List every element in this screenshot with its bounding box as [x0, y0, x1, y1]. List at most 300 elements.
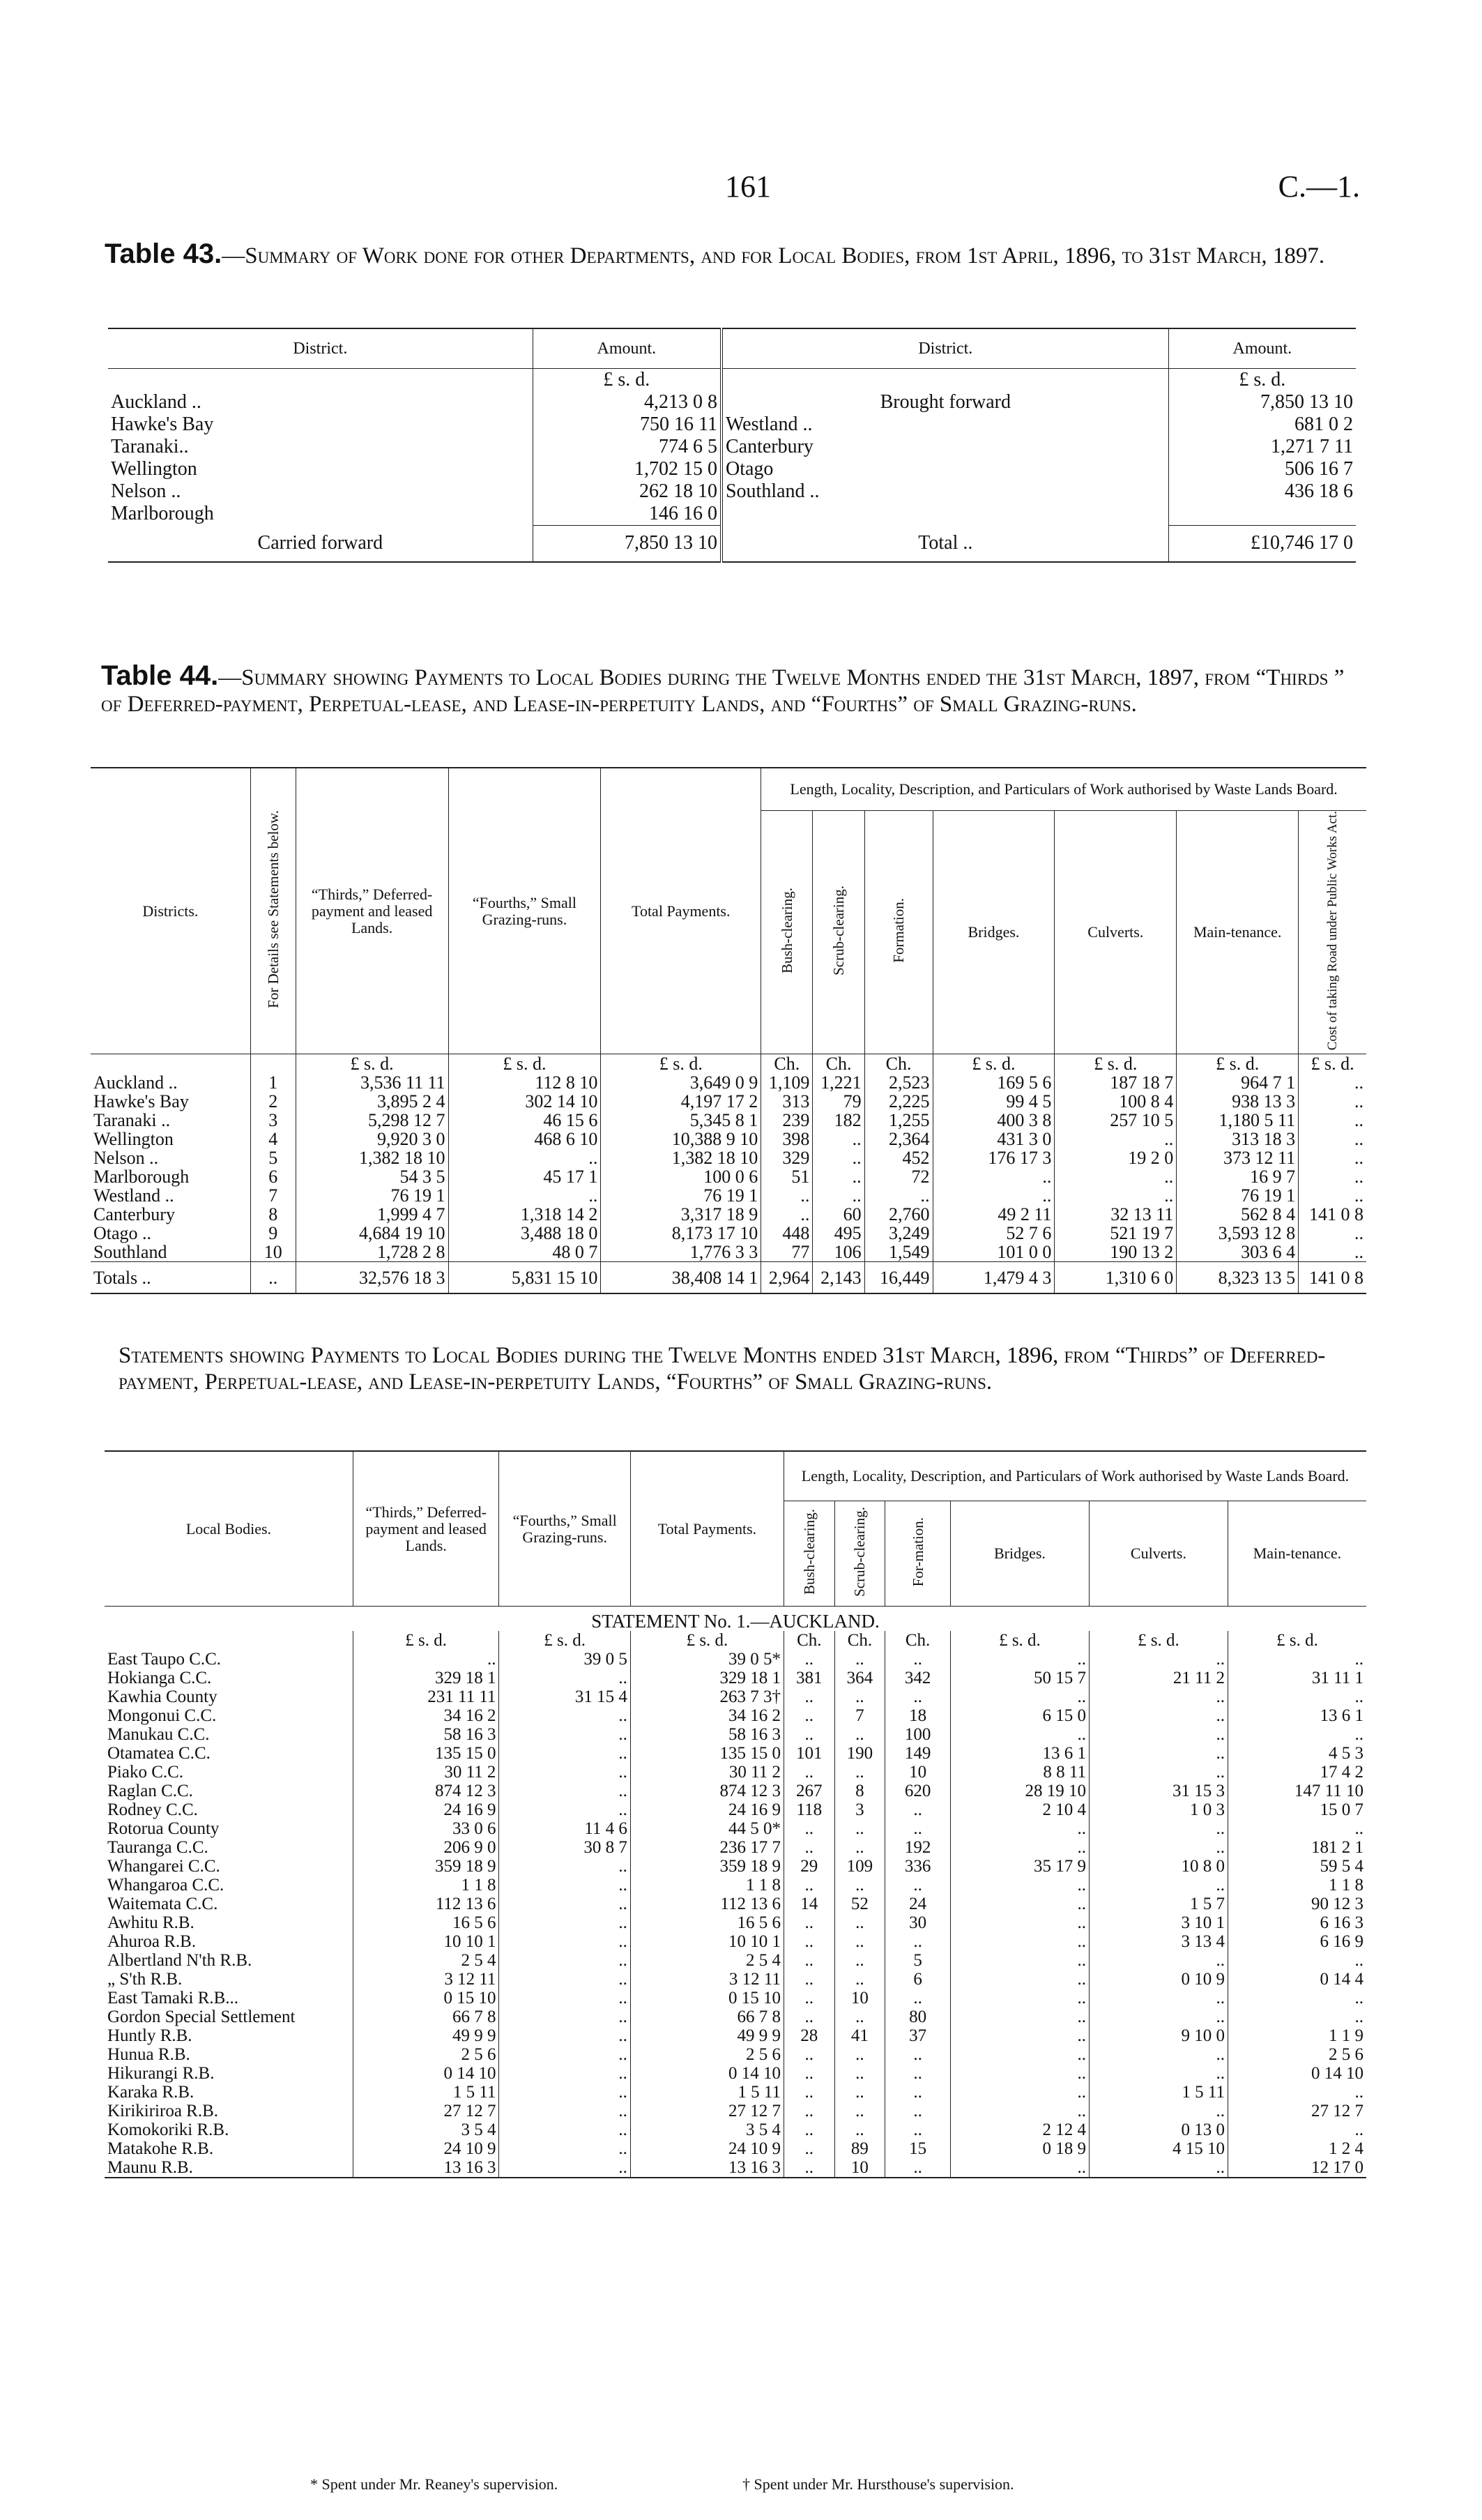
t43-amount: 262 18 10 — [533, 480, 721, 503]
st-h-bush-text: Bush-clearing. — [800, 1508, 818, 1595]
table-row — [108, 480, 1356, 503]
st-h-culverts: Culverts. — [1089, 1501, 1228, 1607]
st-scrub: .. — [834, 1876, 885, 1895]
st-bush: .. — [784, 2158, 834, 2178]
t44-formation: 2,523 — [864, 1073, 933, 1092]
st-fourths: 31 15 4 — [499, 1687, 630, 1706]
t43-amount-2: 436 18 6 — [1168, 480, 1356, 503]
t44-maintenance: 76 19 1 — [1177, 1186, 1299, 1205]
st-bridges: .. — [950, 1970, 1089, 1989]
table-row — [91, 1092, 1366, 1111]
t44-total-details-no: .. — [250, 1262, 296, 1294]
st-local-body: Whangarei C.C. — [107, 1857, 220, 1876]
st-thirds: 24 10 9 — [353, 2139, 499, 2158]
st-total: 49 9 9 — [630, 2026, 784, 2045]
st-scrub: .. — [834, 1687, 885, 1706]
st-formation: 30 — [885, 1913, 951, 1932]
t44-unit: Ch. — [813, 1054, 864, 1074]
st-formation: .. — [885, 2045, 951, 2064]
st-formation: 24 — [885, 1895, 951, 1913]
st-local-body: Karaka R.B. — [107, 2083, 194, 2102]
st-thirds: 33 0 6 — [353, 1819, 499, 1838]
st-fourths: .. — [499, 2026, 630, 2045]
t44-h-formation-text: Formation. — [890, 898, 908, 963]
t44-formation: 2,760 — [864, 1205, 933, 1224]
st-bridges: .. — [950, 2026, 1089, 2045]
t44-thirds: 3,895 2 4 — [296, 1092, 448, 1111]
st-formation: .. — [885, 1876, 951, 1895]
t43-district-2: Brought forward — [721, 391, 1168, 413]
t44-district: Southland — [93, 1242, 167, 1263]
t44-total-thirds: 32,576 18 3 — [296, 1262, 448, 1294]
st-unit: £ s. d. — [1089, 1631, 1228, 1650]
t44-details-no: 5 — [250, 1148, 296, 1167]
table-row — [108, 458, 1356, 480]
st-total: 34 16 2 — [630, 1706, 784, 1725]
st-local-body: Otamatea C.C. — [107, 1744, 211, 1763]
table-row — [91, 1205, 1366, 1224]
st-culverts: 1 5 11 — [1089, 2083, 1228, 2102]
st-scrub: 10 — [834, 2158, 885, 2178]
t44-h-fourths: “Fourths,” Small Grazing-runs. — [448, 768, 601, 1054]
st-local-body: Raglan C.C. — [107, 1782, 193, 1800]
t44-district: Hawke's Bay — [93, 1091, 189, 1112]
st-total: 359 18 9 — [630, 1857, 784, 1876]
t44-culverts: 257 10 5 — [1055, 1111, 1177, 1130]
st-thirds: 30 11 2 — [353, 1763, 499, 1782]
statement-heading: STATEMENT No. 1.—AUCKLAND. — [591, 1611, 880, 1632]
st-formation: 192 — [885, 1838, 951, 1857]
table-row — [105, 1819, 1366, 1838]
st-formation: 342 — [885, 1669, 951, 1687]
st-h-total: Total Payments. — [630, 1451, 784, 1607]
st-maintenance: .. — [1228, 1819, 1366, 1838]
st-maintenance: .. — [1228, 2083, 1366, 2102]
t44-bridges: 52 7 6 — [933, 1224, 1055, 1243]
t44-cost: .. — [1299, 1224, 1366, 1243]
t44-bush: .. — [761, 1186, 813, 1205]
st-thirds: 874 12 3 — [353, 1782, 499, 1800]
table44-title — [101, 662, 1370, 718]
st-thirds: 3 5 4 — [353, 2120, 499, 2139]
st-fourths: .. — [499, 2139, 630, 2158]
t43-amount-2: 1,271 7 11 — [1168, 436, 1356, 458]
table-row — [105, 1876, 1366, 1895]
st-fourths: .. — [499, 2045, 630, 2064]
t44-total-fourths: 5,831 15 10 — [448, 1262, 601, 1294]
st-bridges: 2 10 4 — [950, 1800, 1089, 1819]
st-h-formation-text: For-mation. — [909, 1517, 926, 1587]
st-bridges: .. — [950, 1951, 1089, 1970]
t44-unit-spacer — [250, 1054, 296, 1074]
st-scrub: 41 — [834, 2026, 885, 2045]
st-unit: Ch. — [885, 1631, 951, 1650]
st-fourths: .. — [499, 1782, 630, 1800]
st-local-body: East Taupo C.C. — [107, 1650, 222, 1669]
t44-bridges: 101 0 0 — [933, 1243, 1055, 1262]
t44-culverts: 187 18 7 — [1055, 1073, 1177, 1092]
st-maintenance: 1 2 4 — [1228, 2139, 1366, 2158]
t44-unit: £ s. d. — [1299, 1054, 1366, 1074]
t43-spacer — [108, 369, 533, 392]
st-formation: .. — [885, 1989, 951, 2007]
st-local-body: Ahuroa R.B. — [107, 1932, 197, 1951]
t44-cost: 141 0 8 — [1299, 1205, 1366, 1224]
st-local-body: Hokianga C.C. — [107, 1669, 212, 1687]
t44-bush: 329 — [761, 1148, 813, 1167]
st-total: 236 17 7 — [630, 1838, 784, 1857]
st-thirds: 16 5 6 — [353, 1913, 499, 1932]
st-bush: 101 — [784, 1744, 834, 1763]
st-scrub: .. — [834, 1650, 885, 1669]
t43-amount: 1,702 15 0 — [533, 458, 721, 480]
st-culverts: .. — [1089, 2007, 1228, 2026]
statements-title-text: showing Payments to Local Bodies during the Twelve Months ended 31st March, 1896, from “Thirds” of Deferred-payment, Perpetual-lease, and Lease-in-perpetuity Lands, “Fourths” of Small Grazing-runs. — [119, 1343, 1326, 1395]
st-maintenance: .. — [1228, 2007, 1366, 2026]
st-bridges: 8 8 11 — [950, 1763, 1089, 1782]
t44-total: 1,776 3 3 — [601, 1243, 761, 1262]
st-scrub: 7 — [834, 1706, 885, 1725]
t44-total-cost: 141 0 8 — [1299, 1262, 1366, 1294]
st-culverts: 4 15 10 — [1089, 2139, 1228, 2158]
st-maintenance: 13 6 1 — [1228, 1706, 1366, 1725]
st-local-body: Manukau C.C. — [107, 1725, 210, 1744]
st-total: 16 5 6 — [630, 1913, 784, 1932]
st-bridges: .. — [950, 1838, 1089, 1857]
st-total: 2 5 4 — [630, 1951, 784, 1970]
st-bush: .. — [784, 1725, 834, 1744]
st-culverts: .. — [1089, 2158, 1228, 2178]
st-h-thirds: “Thirds,” Deferred-payment and leased Lands. — [353, 1451, 499, 1607]
t43-carried-amount: 7,850 13 10 — [533, 526, 721, 562]
t44-total-culverts: 1,310 6 0 — [1055, 1262, 1177, 1294]
st-maintenance: .. — [1228, 2120, 1366, 2139]
st-bridges: .. — [950, 2007, 1089, 2026]
st-maintenance: 15 0 7 — [1228, 1800, 1366, 1819]
t43-district-2: Otago — [721, 458, 1168, 480]
st-maintenance: 147 11 10 — [1228, 1782, 1366, 1800]
t44-thirds: 4,684 19 10 — [296, 1224, 448, 1243]
st-bush: .. — [784, 1819, 834, 1838]
table43 — [108, 328, 1356, 566]
st-local-body: Rodney C.C. — [107, 1800, 198, 1819]
st-total: 13 16 3 — [630, 2158, 784, 2178]
t44-total: 10,388 9 10 — [601, 1130, 761, 1148]
totals-row — [91, 1262, 1366, 1294]
st-scrub: .. — [834, 1763, 885, 1782]
st-h-length-group: Length, Locality, Description, and Particulars of Work authorised by Waste Lands Board. — [784, 1451, 1366, 1501]
st-scrub: 109 — [834, 1857, 885, 1876]
t44-h-cost — [1299, 811, 1366, 1054]
t44-total: 3,649 0 9 — [601, 1073, 761, 1092]
t44-formation: 2,225 — [864, 1092, 933, 1111]
table-row — [105, 2083, 1366, 2102]
t44-bridges: 169 5 6 — [933, 1073, 1055, 1092]
st-scrub: .. — [834, 2064, 885, 2083]
t44-maintenance: 938 13 3 — [1177, 1092, 1299, 1111]
st-bridges: .. — [950, 1932, 1089, 1951]
table-row — [108, 391, 1356, 413]
st-maintenance: 1 1 9 — [1228, 2026, 1366, 2045]
t44-district: Otago .. — [93, 1223, 152, 1244]
table-row — [105, 1913, 1366, 1932]
statements-table — [105, 1450, 1366, 2181]
st-culverts: 21 11 2 — [1089, 1669, 1228, 1687]
footnote-hursthouse: † Spent under Mr. Hursthouse's supervision. — [742, 2475, 1014, 2493]
st-fourths: .. — [499, 1895, 630, 1913]
st-total: 263 7 3† — [630, 1687, 784, 1706]
st-total: 58 16 3 — [630, 1725, 784, 1744]
t44-h-bush-text: Bush-clearing. — [778, 888, 795, 974]
st-culverts: 3 10 1 — [1089, 1913, 1228, 1932]
st-formation: .. — [885, 2120, 951, 2139]
st-maintenance: .. — [1228, 1989, 1366, 2007]
st-maintenance: 0 14 4 — [1228, 1970, 1366, 1989]
t44-bush: .. — [761, 1205, 813, 1224]
table-row — [105, 1725, 1366, 1744]
t44-scrub: 495 — [813, 1224, 864, 1243]
table-row — [105, 1744, 1366, 1763]
t44-details-no: 9 — [250, 1224, 296, 1243]
table-row — [105, 1989, 1366, 2007]
st-fourths: .. — [499, 1763, 630, 1782]
st-local-body: Hunua R.B. — [107, 2045, 190, 2064]
st-scrub: 89 — [834, 2139, 885, 2158]
t44-total: 3,317 18 9 — [601, 1205, 761, 1224]
t44-fourths: 3,488 18 0 — [448, 1224, 601, 1243]
st-maintenance: 0 14 10 — [1228, 2064, 1366, 2083]
st-local-body: Hikurangi R.B. — [107, 2064, 215, 2083]
st-scrub: .. — [834, 2102, 885, 2120]
st-bush: .. — [784, 1650, 834, 1669]
st-local-body: Rotorua County — [107, 1819, 220, 1838]
st-h-bush — [784, 1501, 834, 1607]
table-row — [91, 1224, 1366, 1243]
t44-thirds: 1,382 18 10 — [296, 1148, 448, 1167]
st-unit: £ s. d. — [950, 1631, 1089, 1650]
t44-formation: 72 — [864, 1167, 933, 1186]
st-total: 2 5 6 — [630, 2045, 784, 2064]
table-row — [105, 1970, 1366, 1989]
t44-scrub: .. — [813, 1130, 864, 1148]
t44-cost: .. — [1299, 1130, 1366, 1148]
t44-bridges: 176 17 3 — [933, 1148, 1055, 1167]
t43-col-district: District. — [108, 328, 533, 369]
t44-district: Canterbury — [93, 1204, 175, 1225]
st-maintenance: 6 16 3 — [1228, 1913, 1366, 1932]
st-local-body: Albertland N'th R.B. — [107, 1951, 252, 1970]
t44-fourths: 48 0 7 — [448, 1243, 601, 1262]
st-bridges: .. — [950, 2102, 1089, 2120]
st-bush: .. — [784, 1913, 834, 1932]
st-fourths: .. — [499, 1725, 630, 1744]
st-total: 3 5 4 — [630, 2120, 784, 2139]
table-row — [105, 1951, 1366, 1970]
st-total: 24 10 9 — [630, 2139, 784, 2158]
t44-bush: 239 — [761, 1111, 813, 1130]
t44-fourths: 46 15 6 — [448, 1111, 601, 1130]
t44-total-scrub: 2,143 — [813, 1262, 864, 1294]
st-bridges: 0 18 9 — [950, 2139, 1089, 2158]
t44-cost: .. — [1299, 1148, 1366, 1167]
st-local-body: „ S'th R.B. — [107, 1970, 183, 1989]
st-maintenance: 4 5 3 — [1228, 1744, 1366, 1763]
st-thirds: 231 11 11 — [353, 1687, 499, 1706]
table-row — [105, 2007, 1366, 2026]
st-bridges: .. — [950, 1876, 1089, 1895]
st-formation: .. — [885, 1819, 951, 1838]
st-bush: 381 — [784, 1669, 834, 1687]
t44-thirds: 5,298 12 7 — [296, 1111, 448, 1130]
t44-formation: 2,364 — [864, 1130, 933, 1148]
st-culverts: .. — [1089, 1838, 1228, 1857]
st-local-body: Matakohe R.B. — [107, 2139, 214, 2158]
t43-district: Marlborough — [111, 503, 214, 525]
st-fourths: .. — [499, 1932, 630, 1951]
st-culverts: .. — [1089, 1951, 1228, 1970]
st-total: 329 18 1 — [630, 1669, 784, 1687]
st-scrub: .. — [834, 1970, 885, 1989]
st-maintenance: 12 17 0 — [1228, 2158, 1366, 2178]
table-row — [105, 1782, 1366, 1800]
st-fourths: .. — [499, 1857, 630, 1876]
t44-h-thirds: “Thirds,” Deferred-payment and leased Lands. — [296, 768, 448, 1054]
t44-culverts: 190 13 2 — [1055, 1243, 1177, 1262]
st-total: 1 5 11 — [630, 2083, 784, 2102]
t43-amount-2: 7,850 13 10 — [1168, 391, 1356, 413]
t43-amount-2: 681 0 2 — [1168, 413, 1356, 436]
t44-unit: £ s. d. — [448, 1054, 601, 1074]
t44-formation: 1,549 — [864, 1243, 933, 1262]
t44-culverts: .. — [1055, 1186, 1177, 1205]
t43-district: Hawke's Bay — [111, 413, 214, 435]
st-formation: 10 — [885, 1763, 951, 1782]
t44-total-total: 38,408 14 1 — [601, 1262, 761, 1294]
statements-title-caps: Statements — [119, 1343, 224, 1368]
t43-district: Taranaki.. — [111, 436, 189, 457]
st-total: 39 0 5* — [630, 1650, 784, 1669]
st-bridges: .. — [950, 1687, 1089, 1706]
table-row — [105, 2139, 1366, 2158]
st-formation: 149 — [885, 1744, 951, 1763]
t43-col-amount: Amount. — [533, 328, 721, 369]
st-thirds: 34 16 2 — [353, 1706, 499, 1725]
table-row — [108, 503, 1356, 526]
st-thirds: 0 14 10 — [353, 2064, 499, 2083]
st-culverts: .. — [1089, 1650, 1228, 1669]
st-local-body: Komokoriki R.B. — [107, 2120, 229, 2139]
table-row — [105, 1932, 1366, 1951]
t44-bush: 1,109 — [761, 1073, 813, 1092]
st-fourths: .. — [499, 1989, 630, 2007]
t44-total: 1,382 18 10 — [601, 1148, 761, 1167]
t44-district: Auckland .. — [93, 1072, 178, 1093]
st-maintenance: 17 4 2 — [1228, 1763, 1366, 1782]
st-total: 874 12 3 — [630, 1782, 784, 1800]
st-scrub: .. — [834, 1932, 885, 1951]
t43-district: Nelson .. — [111, 480, 181, 502]
st-culverts: .. — [1089, 1819, 1228, 1838]
table-row — [91, 1073, 1366, 1092]
st-bridges: .. — [950, 1895, 1089, 1913]
st-bush: .. — [784, 2139, 834, 2158]
t44-h-cost-text: Cost of taking Road under Public Works Act. — [1324, 811, 1340, 1051]
t44-total: 100 0 6 — [601, 1167, 761, 1186]
st-culverts: .. — [1089, 1876, 1228, 1895]
t44-h-details — [250, 768, 296, 1054]
st-fourths: .. — [499, 2120, 630, 2139]
t44-h-scrub — [813, 811, 864, 1054]
st-bridges: .. — [950, 1819, 1089, 1838]
st-local-body: Piako C.C. — [107, 1763, 184, 1782]
st-bush: .. — [784, 1763, 834, 1782]
st-maintenance: .. — [1228, 1951, 1366, 1970]
t44-details-no: 1 — [250, 1073, 296, 1092]
t43-amount: 750 16 11 — [533, 413, 721, 436]
st-thirds: 2 5 4 — [353, 1951, 499, 1970]
st-formation: .. — [885, 2102, 951, 2120]
t43-amount-2: 506 16 7 — [1168, 458, 1356, 480]
table44-title-text: —Summary showing Payments to Local Bodies during the Twelve Months ended the 31st March, 1897, from “Thirds ” of Deferred-payment, Perpetual-lease, and Lease-in-perpetuity Lands, and “Fourths” of Small Grazing-runs. — [101, 665, 1345, 717]
t44-culverts: .. — [1055, 1167, 1177, 1186]
st-thirds: .. — [353, 1650, 499, 1669]
st-total: 27 12 7 — [630, 2102, 784, 2120]
t44-bridges: 49 2 11 — [933, 1205, 1055, 1224]
t44-h-culverts: Culverts. — [1055, 811, 1177, 1054]
t44-thirds: 1,999 4 7 — [296, 1205, 448, 1224]
st-bottom-rule — [105, 2178, 1366, 2181]
st-thirds: 66 7 8 — [353, 2007, 499, 2026]
st-bush: .. — [784, 1838, 834, 1857]
st-bush: .. — [784, 1706, 834, 1725]
st-fourths: .. — [499, 2083, 630, 2102]
t44-total-bridges: 1,479 4 3 — [933, 1262, 1055, 1294]
st-fourths: .. — [499, 1876, 630, 1895]
st-bridges: .. — [950, 2045, 1089, 2064]
t43-district: Auckland .. — [111, 391, 201, 413]
st-maintenance: .. — [1228, 1687, 1366, 1706]
table-row — [105, 1763, 1366, 1782]
st-bush: .. — [784, 2045, 834, 2064]
st-formation: .. — [885, 2064, 951, 2083]
t44-cost: .. — [1299, 1073, 1366, 1092]
t43-district-2: Westland .. — [721, 413, 1168, 436]
t43-col-amount-2: Amount. — [1168, 328, 1356, 369]
st-thirds: 1 5 11 — [353, 2083, 499, 2102]
st-bush: .. — [784, 1970, 834, 1989]
st-formation: .. — [885, 1650, 951, 1669]
t44-details-no: 2 — [250, 1092, 296, 1111]
st-bush: 29 — [784, 1857, 834, 1876]
st-formation: 336 — [885, 1857, 951, 1876]
st-total: 0 15 10 — [630, 1989, 784, 2007]
st-bush: .. — [784, 2064, 834, 2083]
table44 — [91, 767, 1366, 1294]
st-h-maintenance: Main-tenance. — [1228, 1501, 1366, 1607]
st-bridges: 6 15 0 — [950, 1706, 1089, 1725]
t44-bridges: 400 3 8 — [933, 1111, 1055, 1130]
t44-unit: £ s. d. — [601, 1054, 761, 1074]
st-scrub: .. — [834, 2007, 885, 2026]
st-scrub: 10 — [834, 1989, 885, 2007]
t43-amount: 774 6 5 — [533, 436, 721, 458]
st-fourths: .. — [499, 2064, 630, 2083]
t44-details-no: 10 — [250, 1243, 296, 1262]
st-bridges: 28 19 10 — [950, 1782, 1089, 1800]
st-culverts: .. — [1089, 1989, 1228, 2007]
st-h-fourths: “Fourths,” Small Grazing-runs. — [499, 1451, 630, 1607]
table-row — [91, 1186, 1366, 1205]
